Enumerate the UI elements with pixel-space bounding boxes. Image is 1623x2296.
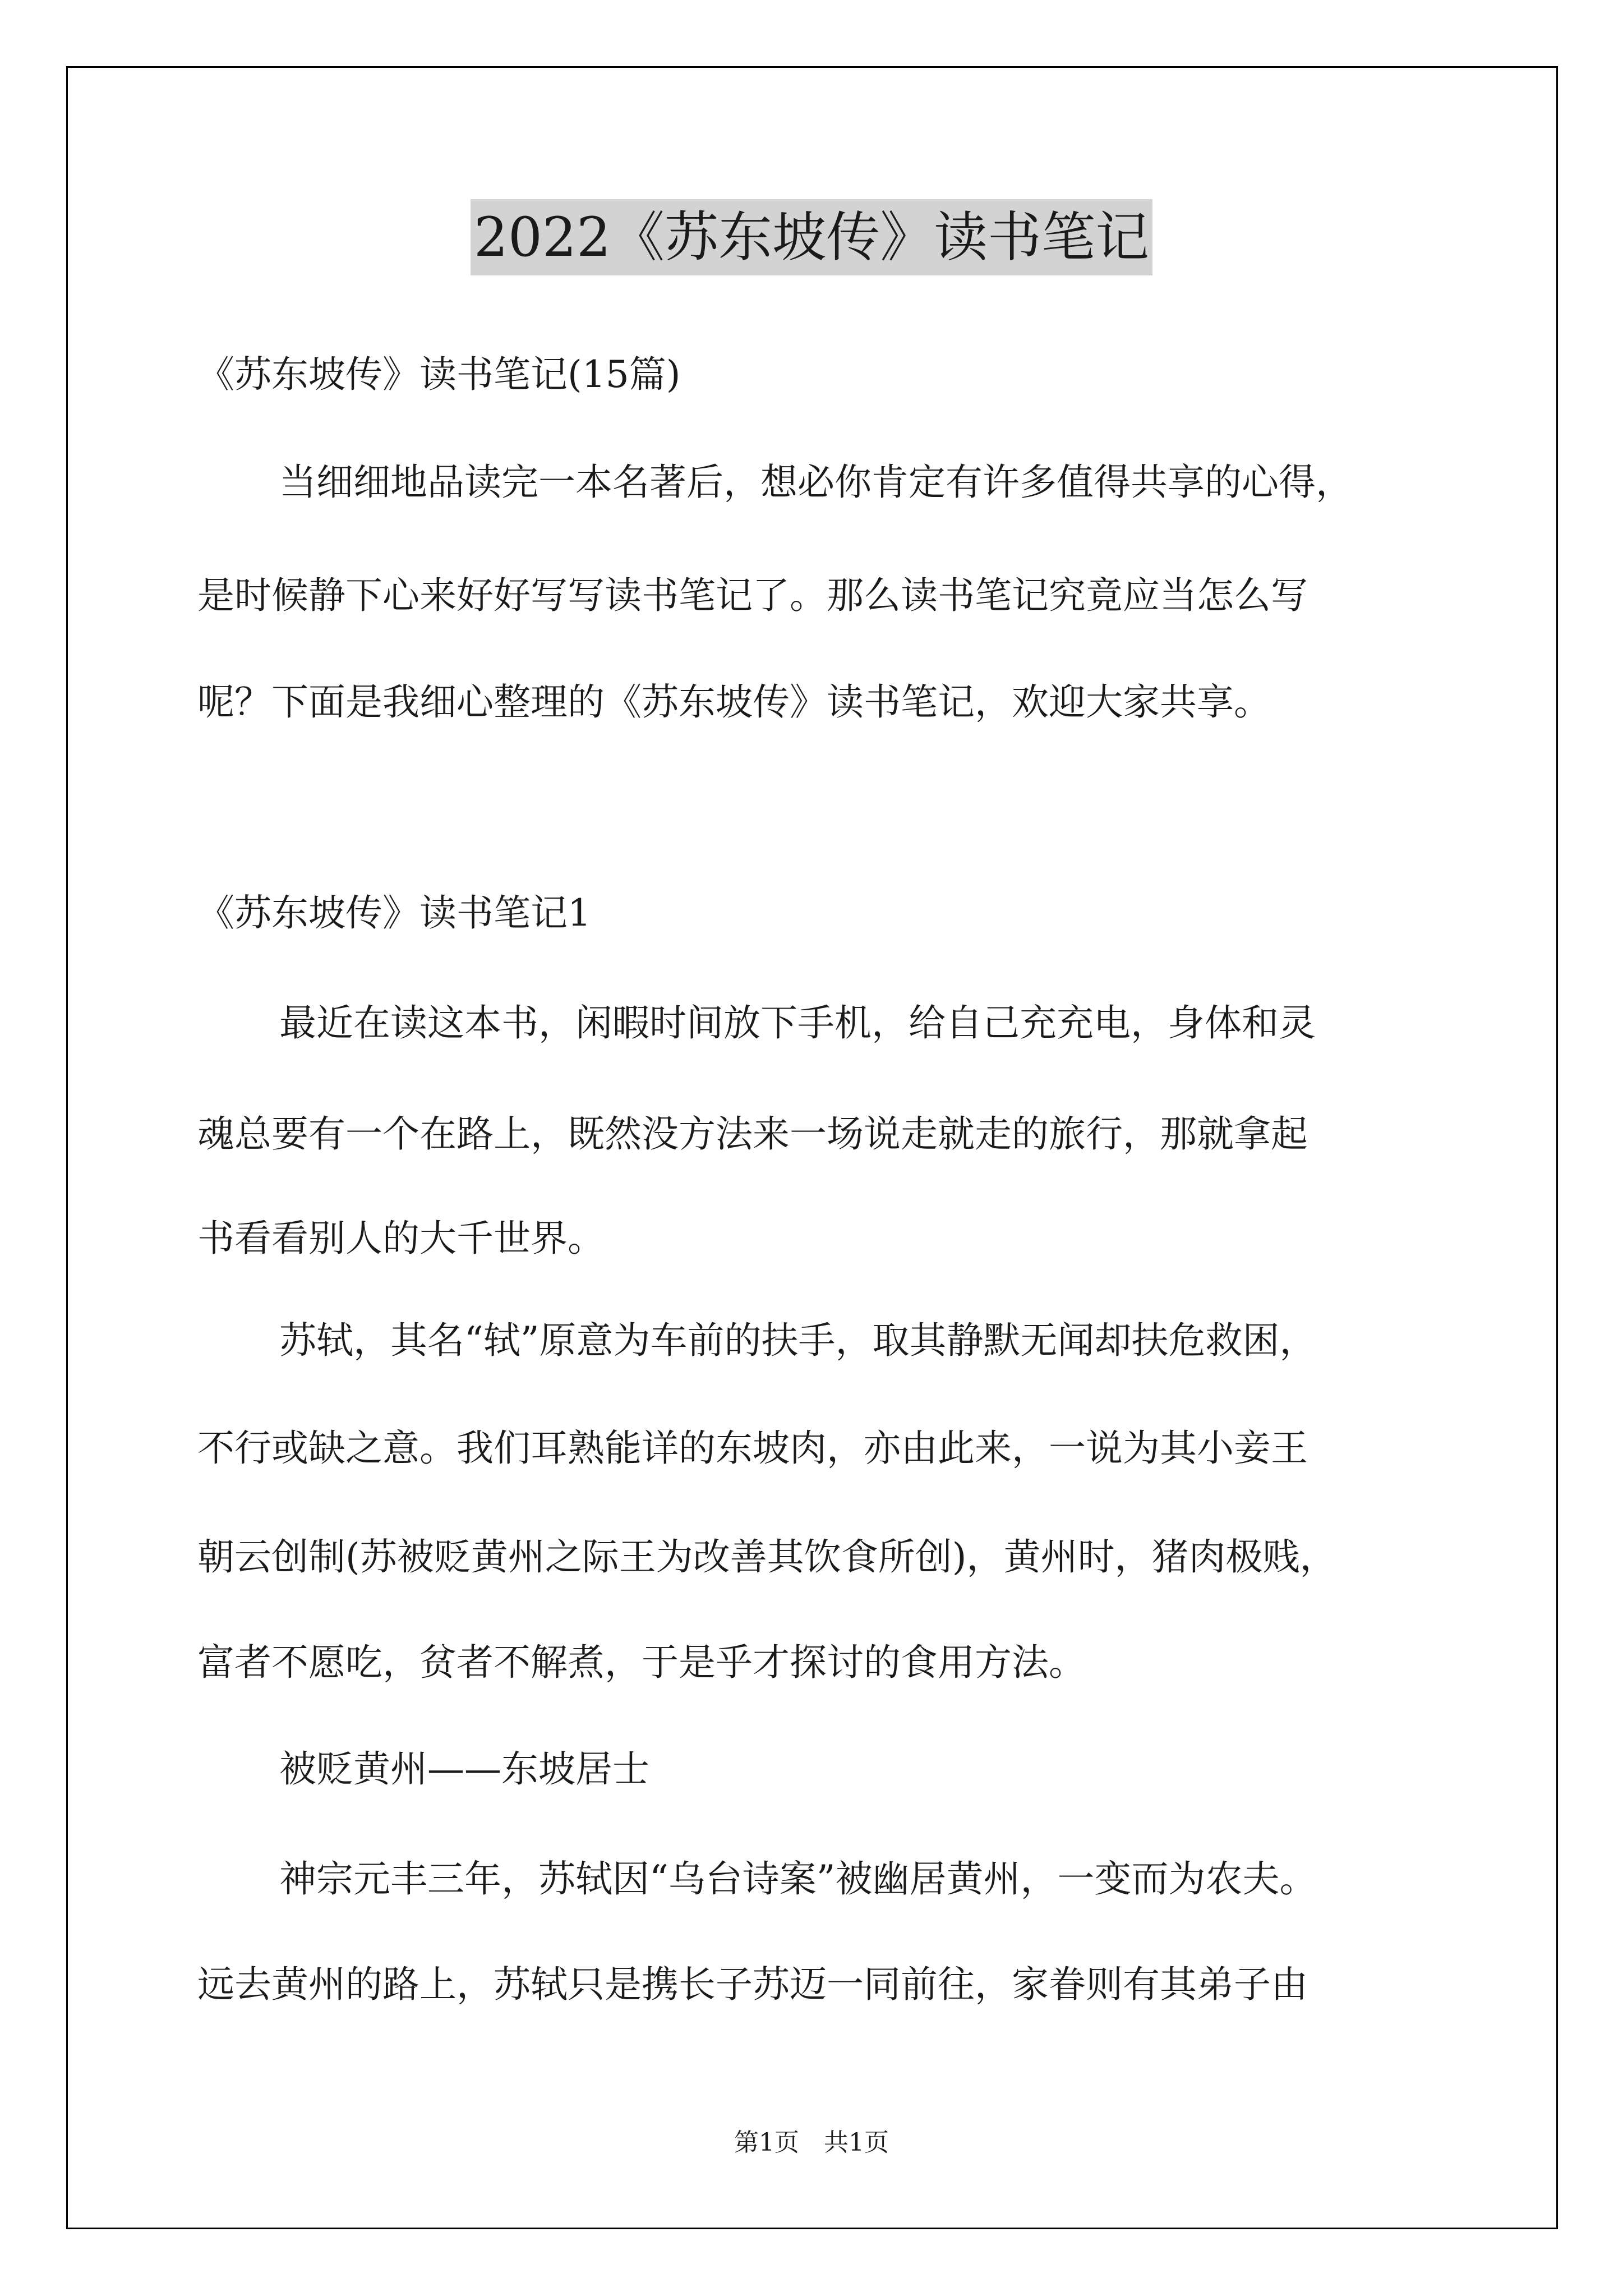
paragraph-line: 当细细地品读完一本名著后，想必你肯定有许多值得共享的心得， (279, 461, 1353, 504)
paragraph-line: 不行或缺之意。我们耳熟能详的东坡肉，亦由此来，一说为其小妾王 (197, 1427, 1308, 1470)
paragraph-line: 苏轼，其名“轼”原意为车前的扶手，取其静默无闻却扶危救困， (279, 1319, 1317, 1362)
section-heading: 《苏东坡传》读书笔记1 (197, 891, 591, 935)
paragraph-line: 书看看别人的大千世界。 (197, 1217, 605, 1260)
subheading: 被贬黄州——东坡居士 (279, 1747, 649, 1791)
paragraph-line: 朝云创制(苏被贬黄州之际王为改善其饮食所创)，黄州时，猪肉极贱， (197, 1535, 1337, 1579)
paragraph-line: 魂总要有一个在路上，既然没方法来一场说走就走的旅行，那就拿起 (197, 1112, 1308, 1156)
paragraph-line: 最近在读这本书，闲暇时间放下手机，给自己充充电，身体和灵 (279, 1001, 1316, 1045)
paragraph-line: 神宗元丰三年，苏轼因“乌台诗案”被幽居黄州，一变而为农夫。 (279, 1857, 1317, 1901)
paragraph-line: 远去黄州的路上，苏轼只是携长子苏迈一同前往，家眷则有其弟子由 (197, 1963, 1308, 2006)
paragraph-line: 呢？下面是我细心整理的《苏东坡传》读书笔记，欢迎大家共享。 (197, 680, 1271, 724)
paragraph-line: 富者不愿吃，贫者不解煮，于是乎才探讨的食用方法。 (197, 1641, 1086, 1684)
document-title: 2022《苏东坡传》读书笔记 (471, 199, 1152, 275)
page-footer: 第1页 共1页 (734, 2128, 889, 2157)
paragraph-line: 是时候静下心来好好写写读书笔记了。那么读书笔记究竟应当怎么写 (197, 574, 1308, 617)
title-container (0, 199, 1623, 275)
subtitle: 《苏东坡传》读书笔记(15篇) (197, 353, 681, 396)
